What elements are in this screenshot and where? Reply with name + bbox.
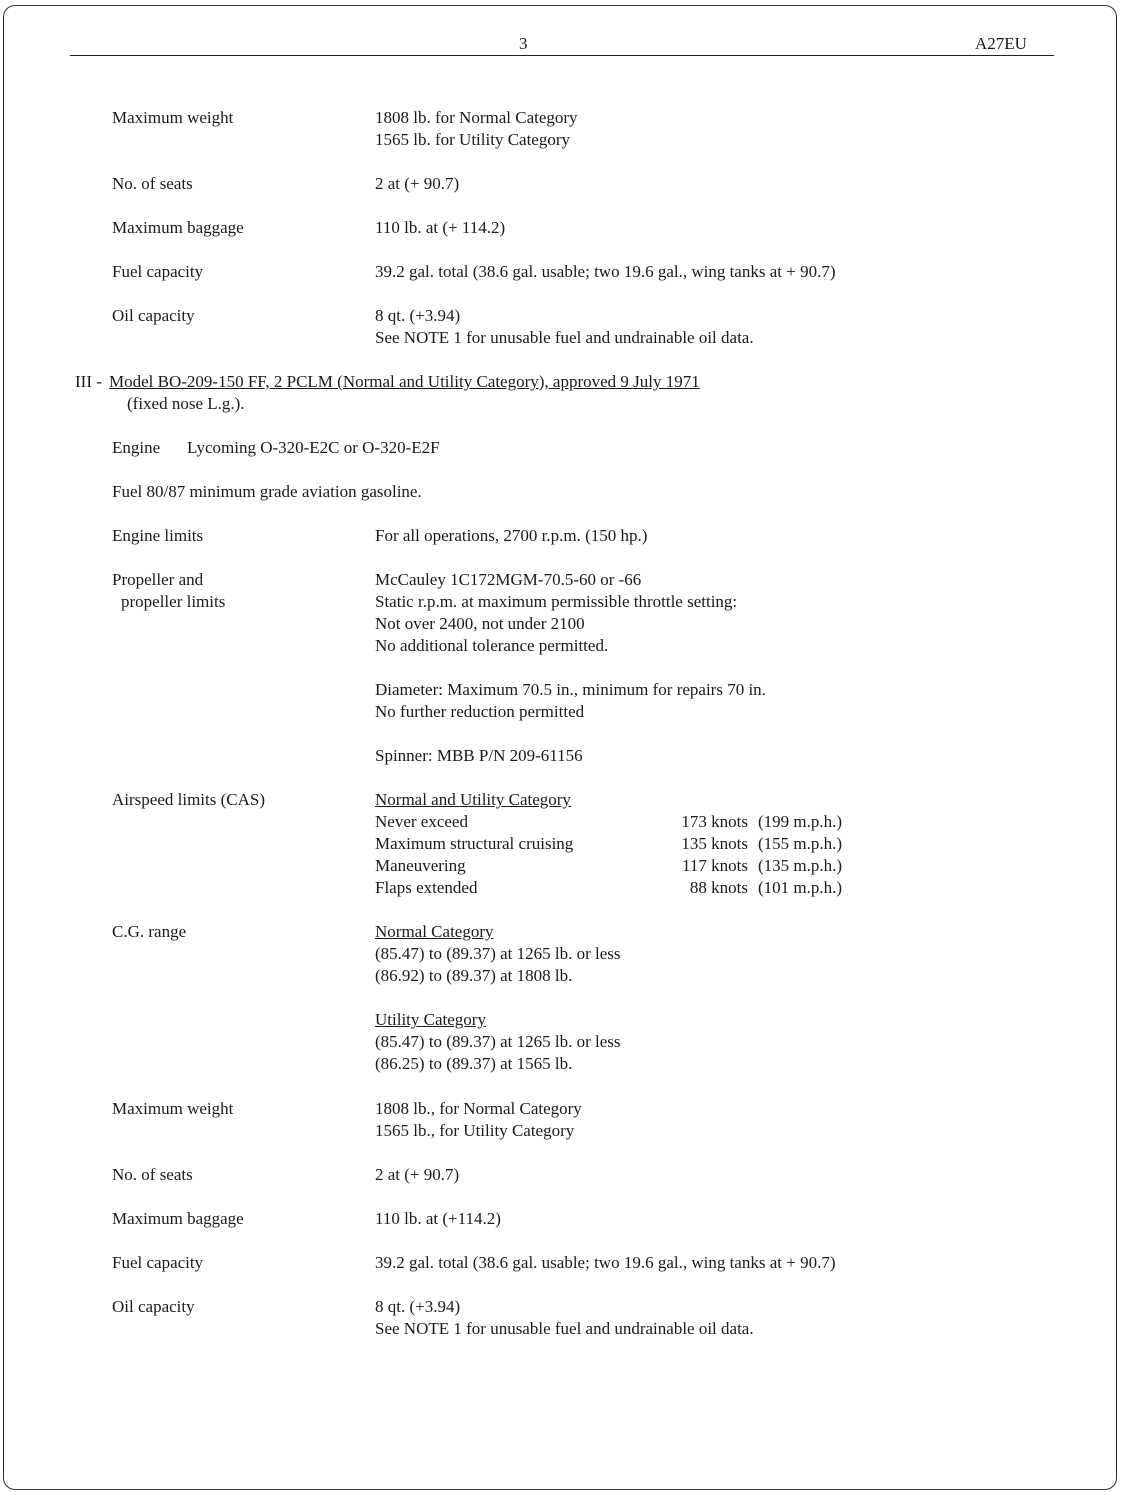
baggage-value: 110 lb. at (+ 114.2)	[375, 218, 506, 237]
airspeed-row-name: Never exceed	[375, 812, 468, 831]
engine-limits-value: For all operations, 2700 r.p.m. (150 hp.)	[375, 526, 648, 545]
airspeed-label: Airspeed limits (CAS)	[112, 790, 265, 809]
max-weight-normal: 1808 lb. for Normal Category	[375, 108, 578, 127]
cg-normal-heading: Normal Category	[375, 922, 494, 941]
fuel-capacity-value: 39.2 gal. total (38.6 gal. usable; two 19.6 gal., wing tanks at + 90.7)	[375, 1253, 836, 1272]
airspeed-row-mph: (135 m.p.h.)	[758, 856, 843, 875]
propeller-label: Propeller and	[112, 570, 204, 589]
seats-value: 2 at (+ 90.7)	[375, 174, 460, 193]
propeller-spinner: Spinner: MBB P/N 209-61156	[375, 746, 583, 765]
section-number: III -	[75, 372, 102, 391]
propeller-model: McCauley 1C172MGM-70.5-60 or -66	[375, 570, 642, 589]
airspeed-row-mph: (155 m.p.h.)	[758, 834, 843, 853]
airspeed-row-mph: (199 m.p.h.)	[758, 812, 843, 831]
baggage-label: Maximum baggage	[112, 218, 244, 237]
cg-utility-heading: Utility Category	[375, 1010, 486, 1029]
propeller-rpm-range: Not over 2400, not under 2100	[375, 614, 585, 633]
airspeed-row-name: Flaps extended	[375, 878, 478, 897]
baggage-value: 110 lb. at (+114.2)	[375, 1209, 501, 1228]
engine-limits-label: Engine limits	[112, 526, 204, 545]
max-weight-normal: 1808 lb., for Normal Category	[375, 1099, 582, 1118]
airspeed-row-knots: 135 knots	[681, 834, 748, 853]
cg-utility-line: (86.25) to (89.37) at 1565 lb.	[375, 1054, 573, 1073]
propeller-limits-label: propeller limits	[121, 592, 226, 611]
seats-label: No. of seats	[112, 174, 193, 193]
cg-normal-line: (85.47) to (89.37) at 1265 lb. or less	[375, 944, 621, 963]
fuel-capacity-value: 39.2 gal. total (38.6 gal. usable; two 19.6 gal., wing tanks at + 90.7)	[375, 262, 836, 281]
propeller-reduction: No further reduction permitted	[375, 702, 585, 721]
oil-capacity-label: Oil capacity	[112, 306, 195, 325]
document-id: A27EU	[975, 34, 1027, 53]
max-weight-utility: 1565 lb. for Utility Category	[375, 130, 571, 149]
engine-value: Lycoming O-320-E2C or O-320-E2F	[187, 438, 440, 457]
oil-note: See NOTE 1 for unusable fuel and undrainable oil data.	[375, 328, 754, 347]
max-weight-label: Maximum weight	[112, 108, 234, 127]
max-weight-label: Maximum weight	[112, 1099, 234, 1118]
max-weight-utility: 1565 lb., for Utility Category	[375, 1121, 575, 1140]
airspeed-row-name: Maximum structural cruising	[375, 834, 574, 853]
engine-label: Engine	[112, 438, 161, 457]
oil-capacity-value: 8 qt. (+3.94)	[375, 1297, 461, 1316]
propeller-tolerance: No additional tolerance permitted.	[375, 636, 609, 655]
seats-value: 2 at (+ 90.7)	[375, 1165, 460, 1184]
baggage-label: Maximum baggage	[112, 1209, 244, 1228]
section-subtitle: (fixed nose L.g.).	[127, 394, 245, 413]
airspeed-row-name: Maneuvering	[375, 856, 466, 875]
page-number: 3	[519, 34, 528, 53]
propeller-diameter: Diameter: Maximum 70.5 in., minimum for repairs 70 in.	[375, 680, 766, 699]
airspeed-heading: Normal and Utility Category	[375, 790, 571, 809]
airspeed-row-knots: 88 knots	[689, 878, 748, 897]
fuel-capacity-label: Fuel capacity	[112, 262, 204, 281]
seats-label: No. of seats	[112, 1165, 193, 1184]
airspeed-row-mph: (101 m.p.h.)	[758, 878, 843, 897]
propeller-static-rpm: Static r.p.m. at maximum permissible throttle setting:	[375, 592, 738, 611]
cg-range-label: C.G. range	[112, 922, 187, 941]
cg-utility-line: (85.47) to (89.37) at 1265 lb. or less	[375, 1032, 621, 1051]
oil-capacity-label: Oil capacity	[112, 1297, 195, 1316]
header-rule	[70, 55, 1054, 56]
airspeed-row-knots: 173 knots	[681, 812, 748, 831]
cg-normal-line: (86.92) to (89.37) at 1808 lb.	[375, 966, 573, 985]
oil-note: See NOTE 1 for unusable fuel and undrainable oil data.	[375, 1319, 754, 1338]
fuel-grade: Fuel 80/87 minimum grade aviation gasoline.	[112, 482, 422, 501]
section-title: Model BO-209-150 FF, 2 PCLM (Normal and Utility Category), approved 9 July 1971	[109, 372, 700, 391]
oil-capacity-value: 8 qt. (+3.94)	[375, 306, 461, 325]
airspeed-row-knots: 117 knots	[682, 856, 748, 875]
fuel-capacity-label: Fuel capacity	[112, 1253, 204, 1272]
